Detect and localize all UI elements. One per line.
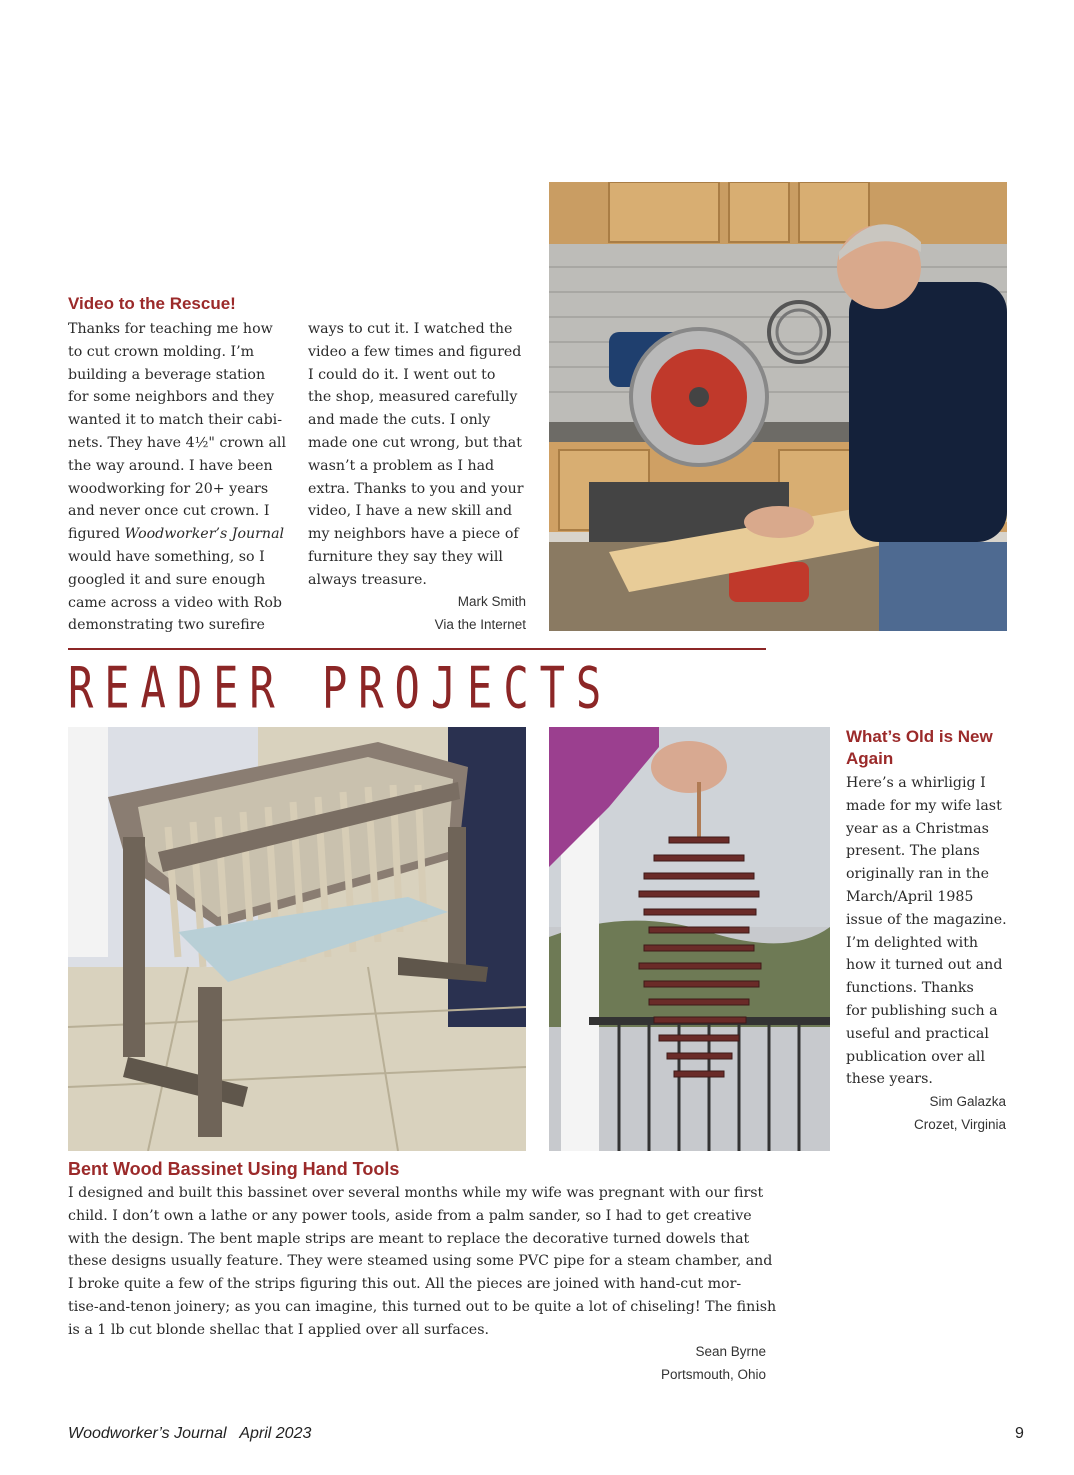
letter-col1-line: to cut crown molding. I’m — [68, 343, 255, 360]
whirligig-line: functions. Thanks — [846, 980, 974, 997]
whirligig-line: these years. — [846, 1071, 933, 1088]
letter-col1-line: the way around. I have been — [68, 457, 273, 474]
footer-publication: Woodworker’s Journal April 2023 — [68, 1425, 312, 1442]
letter-col2-line: extra. Thanks to you and your — [308, 480, 524, 497]
whirligig-line: how it turned out and — [846, 957, 1003, 974]
letter-col1-line: demonstrating two surefire — [68, 617, 265, 634]
bassinet-line: tise-and-tenon joinery; as you can imagine, this turned out to be quite a lot of chiseling! The finish — [68, 1298, 777, 1315]
letter-col1-line: building a beverage station — [68, 366, 266, 383]
bassinet-heading: Bent Wood Bassinet Using Hand Tools — [68, 1159, 400, 1179]
bassinet-line: with the design. The bent maple strips are meant to replace the decorative turned dowels that — [68, 1230, 750, 1247]
whirligig-line: useful and practical — [846, 1025, 989, 1042]
whirligig-signature-location: Crozet, Virginia — [913, 1116, 1006, 1132]
letter-column-1 — [68, 318, 293, 637]
bassinet-line: I designed and built this bassinet over several months while my wife was pregnant with our first — [68, 1185, 764, 1201]
letter-col1-line: for some neighbors and they — [68, 389, 275, 406]
bassinet-body — [68, 1182, 778, 1342]
letter-col1-line: wanted it to match their cabi- — [68, 412, 283, 429]
whirligig-line: publication over all — [846, 1048, 985, 1065]
whirligig-body — [846, 772, 1021, 1091]
letter-signature-name: Mark Smith — [457, 594, 526, 609]
letter-col2-line: the shop, measured carefully — [308, 389, 518, 406]
miter-saw-illustration — [549, 182, 1007, 631]
whirligig-line: issue of the magazine. — [846, 911, 1007, 928]
bassinet-line: child. I don’t own a lathe or any power tools, aside from a palm sander, so I had to get creative — [68, 1207, 752, 1224]
letter-col1-line: would have something, so I — [68, 548, 265, 565]
page-number: 9 — [1015, 1425, 1024, 1442]
letter-col2-line: I could do it. I went out to — [308, 366, 496, 383]
letter-col1-line: googled it and sure enough — [68, 571, 266, 588]
letter-column-2 — [308, 318, 533, 592]
letter-col1-line: figured Woodworker’s Journal — [68, 526, 285, 543]
letter-signature-location: Via the Internet — [434, 616, 526, 632]
letter-col2-line: my neighbors have a piece of — [308, 526, 519, 543]
whirligig-photo — [549, 727, 830, 1151]
letter-heading: Video to the Rescue! — [68, 294, 236, 313]
letter-col1-line: woodworking for 20+ years — [68, 480, 269, 497]
letter-col2-line: video, I have a new skill and — [308, 503, 513, 520]
bassinet-line: is a 1 lb cut blonde shellac that I applied over all surfaces. — [68, 1321, 489, 1338]
whirligig-line: Here’s a whirligig I — [846, 775, 986, 791]
letter-col2-line: wasn’t a problem as I had — [308, 457, 495, 474]
bassinet-line: I broke quite a few of the strips figuring this out. All the pieces are joined with hand-cut mor- — [68, 1276, 742, 1293]
bassinet-signature — [560, 1341, 766, 1387]
letter-col2-line: and made the cuts. I only — [308, 412, 491, 429]
bassinet-line: these designs usually feature. They were steamed using some PVC pipe for a steam chamber, and — [68, 1253, 773, 1270]
whirligig-line: year as a Christmas — [846, 820, 989, 837]
bassinet-signature-name: Sean Byrne — [695, 1344, 766, 1359]
letter-col2-line: furniture they say they will — [308, 548, 503, 565]
whirligig-line: for publishing such a — [846, 1002, 998, 1019]
letter-col2-line: video a few times and figured — [308, 343, 522, 360]
letter-col1-line: nets. They have 4½" crown all — [68, 434, 286, 451]
letter-signature — [308, 591, 526, 637]
miter-saw-photo — [549, 182, 1007, 631]
letter-col1-line: Thanks for teaching me how — [68, 321, 273, 337]
bassinet-signature-location: Portsmouth, Ohio — [660, 1366, 766, 1382]
section-title: READER PROJECTS — [68, 654, 613, 722]
letter-col1-line: and never once cut crown. I — [68, 503, 270, 520]
whirligig-illustration — [549, 727, 830, 1151]
whirligig-heading: What’s Old is New Again — [846, 727, 993, 768]
letter-col2-line: always treasure. — [308, 571, 427, 588]
whirligig-line: I’m delighted with — [846, 934, 979, 951]
bassinet-photo — [68, 727, 526, 1151]
letter-col2-line: made one cut wrong, but that — [308, 434, 522, 451]
whirligig-line: originally ran in the — [846, 866, 989, 883]
whirligig-signature-name: Sim Galazka — [929, 1094, 1006, 1109]
whirligig-line: made for my wife last — [846, 797, 1002, 814]
whirligig-line: present. The plans — [846, 843, 980, 860]
section-rule — [68, 648, 766, 650]
whirligig-signature — [846, 1091, 1006, 1137]
whirligig-line: March/April 1985 — [846, 888, 974, 905]
letter-col2-line: ways to cut it. I watched the — [308, 321, 513, 337]
letter-col1-line: came across a video with Rob — [68, 594, 282, 611]
bassinet-illustration — [68, 727, 526, 1151]
